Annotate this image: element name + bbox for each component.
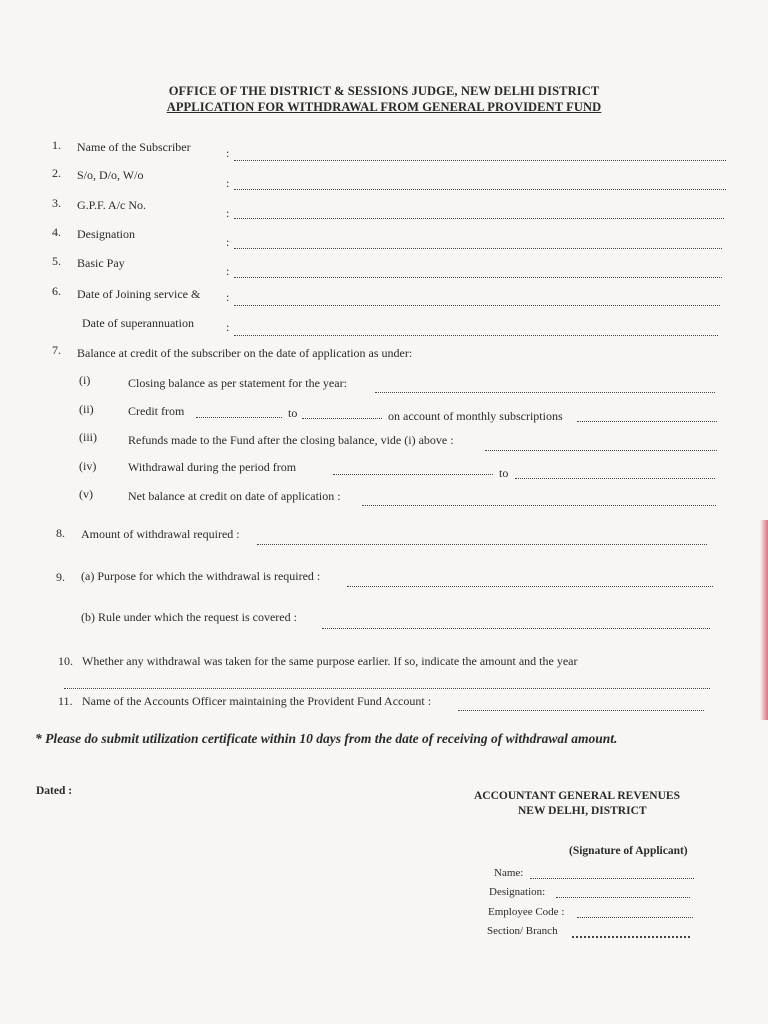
colon: : [226,176,230,190]
item-number: 5. [52,254,61,268]
sub-item-number: (ii) [79,402,94,416]
item-number: 10. [58,654,73,668]
withdrawal-period-to-field[interactable] [515,478,715,479]
section-branch-label: Section/ Branch [487,925,558,937]
label-subscriber-name: Name of the Subscriber [77,140,191,154]
withdrawal-purpose-field[interactable] [347,586,713,587]
colon: : [226,206,230,220]
item-number: 8. [56,526,65,540]
label-closing-balance: Closing balance as per statement for the year: [128,376,347,390]
label-withdrawal-purpose: (a) Purpose for which the withdrawal is required : [81,569,321,583]
employee-code-field[interactable] [577,917,693,918]
page-edge-mark [760,520,768,720]
basic-pay-field[interactable] [234,277,722,278]
label-accounts-officer: Name of the Accounts Officer maintaining the Provident Fund Account : [82,694,432,708]
sub-item-number: (v) [79,487,93,501]
form-title-text: APPLICATION FOR WITHDRAWAL FROM GENERAL PROVIDENT FUND [166,100,602,114]
credit-to-field[interactable] [302,418,382,419]
accounts-officer-field[interactable] [458,710,704,711]
office-district: NEW DELHI, DISTRICT [518,805,647,817]
label-basic-pay: Basic Pay [77,256,125,270]
dated-label: Dated : [36,785,73,797]
item-number: 9. [56,570,65,584]
label-net-balance: Net balance at credit on date of application : [128,489,341,503]
applicant-designation-field[interactable] [556,897,690,898]
withdrawal-period-from-field[interactable] [333,474,493,475]
withdrawal-amount-field[interactable] [257,544,707,545]
signature-label: (Signature of Applicant) [569,845,688,857]
label-credit-to: to [288,406,298,420]
monthly-subscriptions-field[interactable] [577,421,717,422]
net-balance-field[interactable] [362,505,716,506]
label-withdrawal-to: to [499,466,509,480]
refunds-field[interactable] [485,450,717,451]
office-name: ACCOUNTANT GENERAL REVENUES [474,790,680,802]
label-monthly-subscriptions: on account of monthly subscriptions [388,409,563,423]
colon: : [226,290,230,304]
applicant-name-field[interactable] [530,878,694,879]
label-superannuation-date: Date of superannuation [82,316,194,330]
sub-item-number: (i) [79,373,91,387]
colon: : [226,235,230,249]
label-refunds: Refunds made to the Fund after the closing balance, vide (i) above : [128,433,454,447]
colon: : [226,146,230,160]
label-relation: S/o, D/o, W/o [77,168,144,182]
label-joining-date: Date of Joining service & [77,287,201,301]
gpf-account-field[interactable] [234,218,724,219]
item-number: 1. [52,138,61,152]
item-number: 7. [52,343,61,357]
section-branch-field[interactable] [572,936,690,938]
designation-field[interactable] [234,248,722,249]
label-withdrawal-amount: Amount of withdrawal required : [81,527,240,541]
employee-code-label: Employee Code : [488,906,565,918]
item-number: 6. [52,284,61,298]
label-rule: (b) Rule under which the request is covered : [81,610,297,624]
applicant-name-label: Name: [494,867,524,879]
subscriber-name-field[interactable] [234,160,726,161]
relation-field[interactable] [234,189,726,190]
closing-balance-field[interactable] [375,392,715,393]
previous-withdrawal-field[interactable] [64,688,710,689]
office-heading: OFFICE OF THE DISTRICT & SESSIONS JUDGE, NEW DELHI DISTRICT [168,84,600,98]
sub-item-number: (iii) [79,430,97,444]
rule-field[interactable] [322,628,710,629]
colon: : [226,264,230,278]
item-number: 11. [58,694,73,708]
label-previous-withdrawal: Whether any withdrawal was taken for the same purpose earlier. If so, indicate the amount and the year [82,654,578,668]
credit-from-field[interactable] [196,417,282,418]
label-credit-from: Credit from [128,404,185,418]
form-title [0,100,768,115]
superannuation-date-field[interactable] [234,335,718,336]
item-number: 3. [52,196,61,210]
label-designation: Designation [77,227,135,241]
colon: : [226,320,230,334]
item-number: 2. [52,166,61,180]
label-balance-at-credit: Balance at credit of the subscriber on the date of application as under: [77,346,413,360]
item-number: 4. [52,225,61,239]
utilization-note: * Please do submit utilization certificate within 10 days from the date of receiving of withdrawal amount. [35,731,618,746]
sub-item-number: (iv) [79,459,97,473]
label-withdrawal-period: Withdrawal during the period from [128,460,297,474]
label-gpf-account: G.P.F. A/c No. [77,198,147,212]
applicant-designation-label: Designation: [489,886,546,898]
joining-date-field[interactable] [234,305,720,306]
